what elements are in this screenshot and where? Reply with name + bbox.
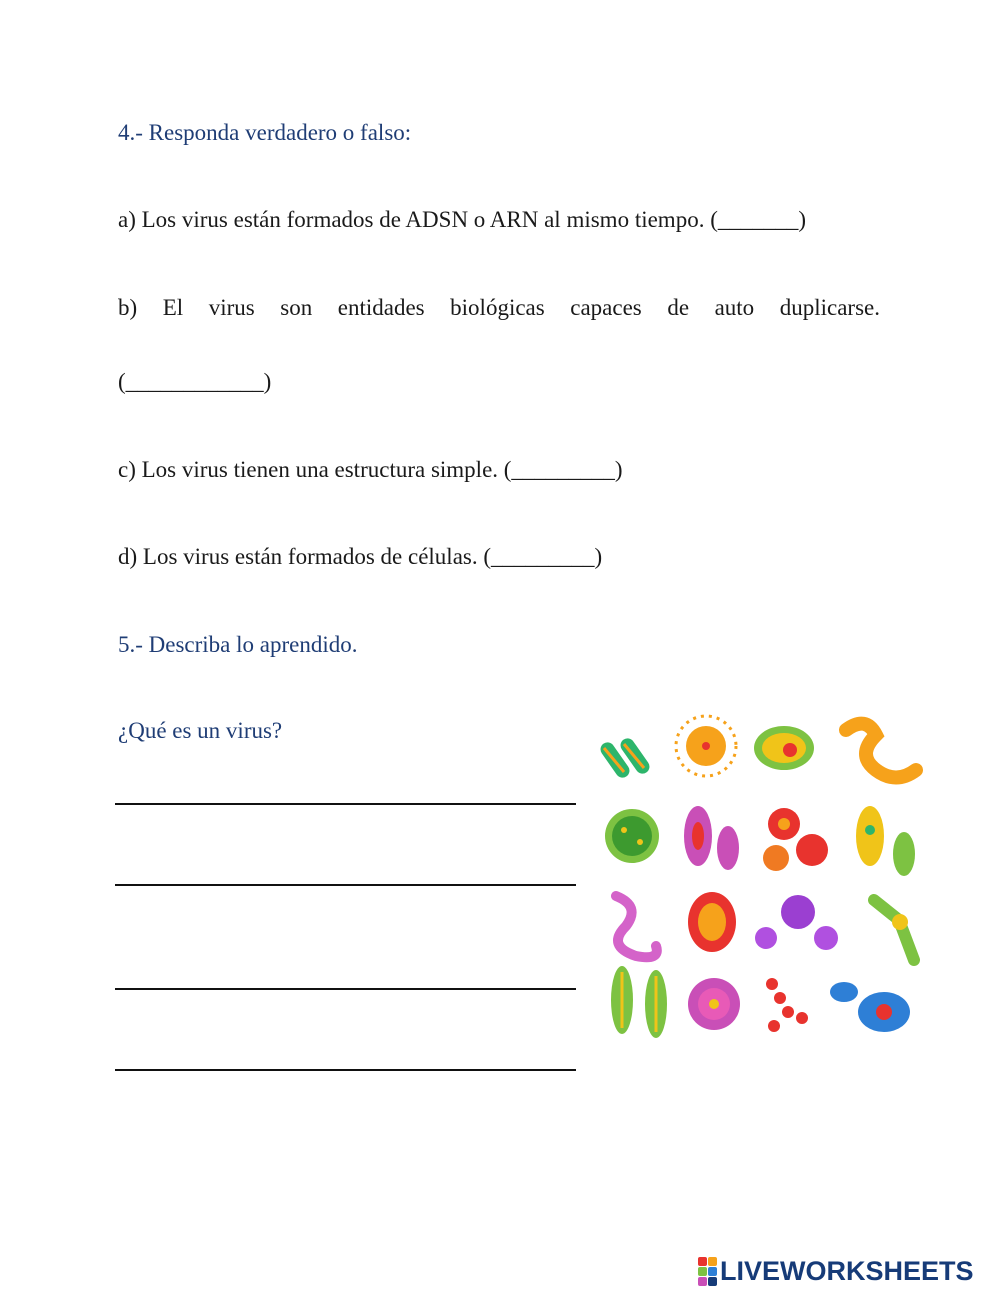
spiral-bacteria-icon bbox=[846, 724, 916, 778]
statement-a: a) Los virus están formados de ADSN o ARN al mismo tiempo. (_______) bbox=[118, 207, 807, 232]
liveworksheets-brand bbox=[698, 1254, 974, 1288]
rod-bacteria-icon bbox=[598, 736, 652, 781]
liveworksheets-logo-icon bbox=[698, 1257, 717, 1286]
answer-line[interactable] bbox=[115, 803, 576, 805]
pink-cells-icon bbox=[684, 806, 739, 870]
question-what-is-virus: ¿Qué es un virus? bbox=[118, 718, 283, 743]
statement-b-word: auto bbox=[714, 295, 755, 320]
statement-b-word: El bbox=[162, 295, 184, 320]
statement-b-word: entidades bbox=[337, 295, 425, 320]
red-virus-cluster-icon bbox=[763, 808, 828, 871]
statement-b-word: capaces bbox=[570, 295, 642, 320]
answer-line[interactable] bbox=[115, 884, 576, 886]
statement-b-word: son bbox=[280, 295, 313, 320]
yellow-bacteria-icon bbox=[856, 806, 915, 876]
statement-b-word: virus bbox=[208, 295, 255, 320]
question-4-heading: 4.- Responda verdadero o falso: bbox=[118, 120, 412, 145]
answer-line[interactable] bbox=[115, 1069, 576, 1071]
statement-d: d) Los virus están formados de células. (_________) bbox=[118, 544, 603, 569]
statement-b-word: duplicarse. bbox=[779, 295, 880, 320]
answer-line[interactable] bbox=[115, 988, 576, 990]
flower-virus-icon bbox=[688, 978, 740, 1030]
purple-virus-icon bbox=[755, 895, 838, 950]
red-spiky-cell-icon bbox=[688, 892, 736, 952]
round-virus-icon bbox=[605, 809, 659, 863]
statement-c: c) Los virus tienen una estructura simple. (_________) bbox=[118, 457, 623, 482]
sun-virus-icon bbox=[676, 716, 736, 776]
blue-cell-icon bbox=[830, 982, 910, 1032]
brand-name: LIVEWORKSHEETS bbox=[720, 1255, 974, 1286]
green-branch-bacteria-icon bbox=[874, 900, 914, 960]
statement-b-word: de bbox=[667, 295, 690, 320]
statement-b-word: b) bbox=[118, 295, 138, 320]
green-cell-icon bbox=[754, 726, 814, 770]
statement-b-answer-blank[interactable]: (____________) bbox=[118, 369, 272, 394]
striped-capsule-icon bbox=[611, 966, 667, 1038]
question-5-heading: 5.- Describa lo aprendido. bbox=[118, 632, 358, 657]
statement-b bbox=[118, 293, 880, 323]
purple-worm-icon bbox=[616, 896, 657, 957]
statement-b-word: biológicas bbox=[450, 295, 545, 320]
virus-illustrations-image bbox=[594, 700, 938, 1050]
chain-bacteria-icon bbox=[766, 978, 808, 1032]
